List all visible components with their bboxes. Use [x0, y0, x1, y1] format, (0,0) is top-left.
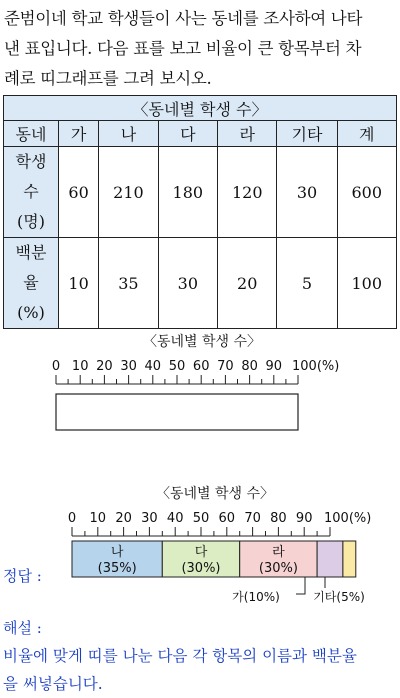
blank-chart-svg	[0, 328, 400, 440]
header-cell: 나	[99, 121, 158, 147]
scale-tick-label: 60	[192, 359, 210, 374]
bar-segment-percent: (30%)	[181, 561, 221, 576]
question-line: 준범이네 학교 학생들이 사는 동네를 조사하여 나타	[4, 9, 363, 28]
header-cell: 계	[337, 121, 396, 147]
scale-tick-label: 80	[270, 511, 287, 526]
row-label-line: 율	[23, 273, 39, 292]
question-line: 례로 띠그래프를 그려 보시오.	[4, 69, 212, 88]
table-cell: 180	[158, 147, 217, 238]
row-label-line: (명)	[17, 212, 45, 231]
callout-etc-label: 기타(5%)	[313, 590, 365, 604]
answer-chart-bars	[72, 541, 356, 577]
scale-tick-label: 60	[218, 511, 236, 526]
callout-ga-label: 가(10%)	[232, 590, 280, 604]
scale-tick-label: 10	[89, 511, 107, 526]
scale-tick-label: 30	[141, 511, 158, 526]
scale-tick-label: 80	[241, 359, 258, 374]
explanation-line: 을 써넣습니다.	[3, 675, 103, 693]
explanation-text	[3, 642, 399, 698]
header-cell: 라	[218, 121, 277, 147]
table-cell: 5	[277, 238, 337, 329]
blank-strip	[56, 394, 298, 430]
answer-label: 정답 :	[3, 567, 42, 585]
row-label-line: (%)	[17, 303, 45, 322]
row-label	[4, 147, 59, 238]
row-label	[4, 238, 59, 329]
scale-tick-label: 40	[144, 359, 162, 374]
table-cell: 20	[218, 238, 277, 329]
student-count-table	[3, 95, 397, 329]
scale-tick-label: 70	[244, 511, 261, 526]
table-cell: 120	[218, 147, 277, 238]
answer-strip-chart	[0, 480, 400, 610]
bar-segment-name: 다	[194, 545, 208, 560]
table-cell: 60	[59, 147, 99, 238]
table-cell: 35	[99, 238, 158, 329]
bar-segment-기타	[343, 541, 356, 577]
scale-tick-label: 0	[67, 511, 77, 526]
scale-tick-label: 40	[166, 511, 184, 526]
scale-tick-label: 0	[51, 359, 61, 374]
question-text	[4, 4, 396, 94]
scale-tick-label: 100(%)	[292, 359, 340, 374]
blank-strip-chart	[0, 328, 400, 440]
header-cell: 다	[158, 121, 217, 147]
bar-segment-name: 나	[110, 545, 124, 560]
scale-tick-label: 100(%)	[324, 511, 372, 526]
row-label-line: 학생	[15, 152, 47, 171]
header-cell: 동네	[4, 121, 59, 147]
scale-tick-label: 30	[120, 359, 137, 374]
explanation-line: 비율에 맞게 띠를 나눈 다음 각 항목의 이름과 백분율	[3, 647, 357, 665]
table-cell: 600	[337, 147, 396, 238]
explanation-label: 해설 :	[3, 619, 42, 637]
bar-segment-percent: (30%)	[258, 561, 298, 576]
table-cell: 100	[337, 238, 396, 329]
header-cell: 가	[59, 121, 99, 147]
scale-tick-label: 50	[192, 511, 210, 526]
bar-segment-name: 라	[272, 545, 285, 560]
scale-tick-label: 20	[115, 511, 132, 526]
header-cell: 기타	[277, 121, 337, 147]
table-cell: 210	[99, 147, 158, 238]
scale-tick-label: 20	[96, 359, 113, 374]
answer-chart-scale	[68, 511, 371, 536]
table-cell: 30	[158, 238, 217, 329]
bar-segment-percent: (35%)	[97, 561, 137, 576]
table-cell: 10	[59, 238, 99, 329]
question-line: 낸 표입니다. 다음 표를 보고 비율이 큰 항목부터 차	[4, 39, 362, 58]
row-label-line: 수	[23, 182, 39, 201]
bar-segment-가	[317, 541, 343, 577]
blank-chart-title: 〈동네별 학생 수〉	[142, 334, 262, 350]
answer-chart-callouts	[232, 577, 365, 604]
table-caption: 〈동네별 학생 수〉	[4, 96, 397, 121]
table-cell: 30	[277, 147, 337, 238]
answer-chart-svg	[0, 480, 400, 610]
scale-tick-label: 90	[295, 511, 313, 526]
row-label-line: 백분	[15, 243, 47, 262]
blank-chart-scale	[52, 359, 339, 384]
table-row	[4, 147, 397, 238]
callout-ga-line	[296, 577, 305, 594]
scale-tick-label: 90	[265, 359, 283, 374]
scale-tick-label: 50	[168, 359, 186, 374]
scale-tick-label: 10	[71, 359, 89, 374]
answer-chart-title: 〈동네별 학생 수〉	[155, 486, 275, 502]
table-row	[4, 238, 397, 329]
scale-tick-label: 70	[217, 359, 234, 374]
